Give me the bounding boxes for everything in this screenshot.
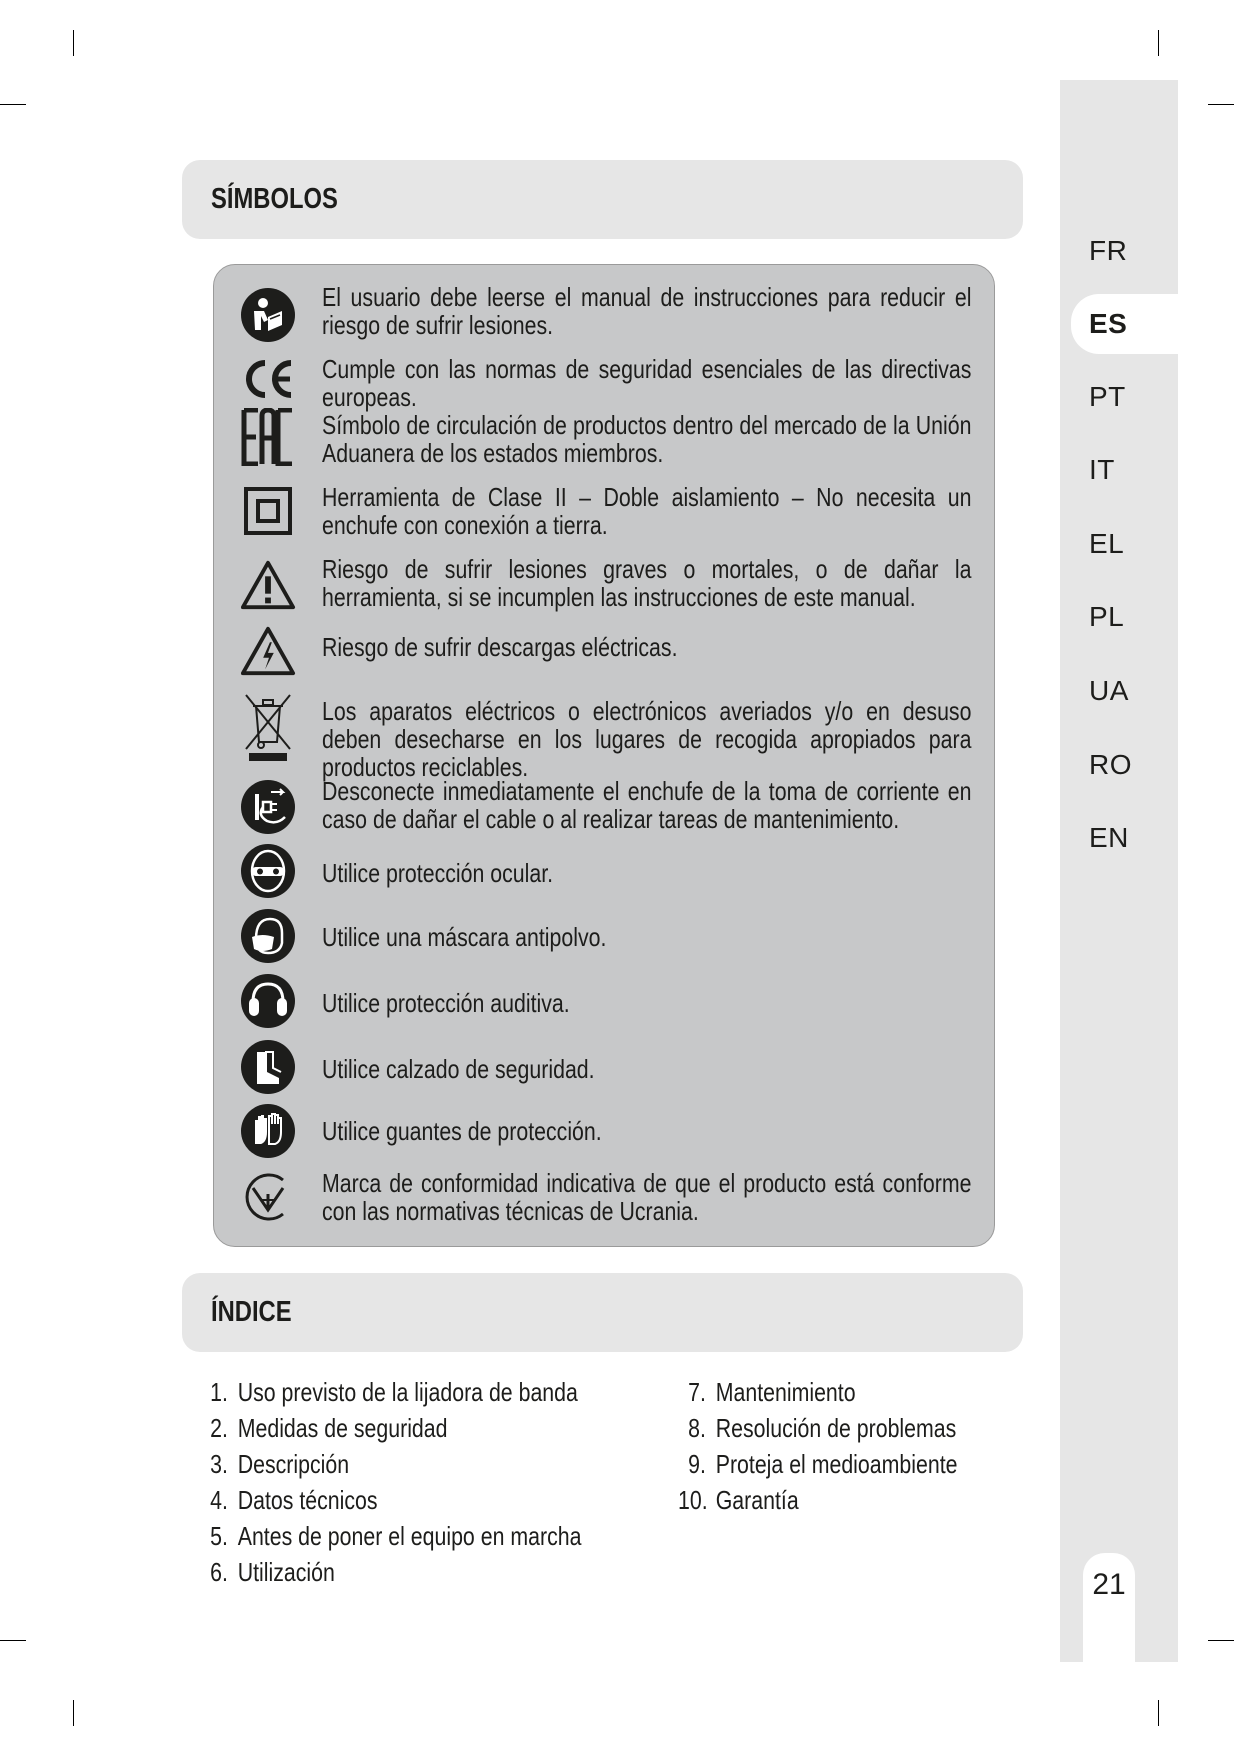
symbol-description: Marca de conformidad indicativa de que el producto está conforme con las normativas técnicas de Ucrania. bbox=[322, 1168, 972, 1226]
lang-tab-pl[interactable]: PL bbox=[1089, 601, 1125, 632]
crop-mark bbox=[1208, 104, 1234, 105]
dust-mask-icon bbox=[240, 908, 296, 964]
index-list-right bbox=[678, 1374, 1019, 1518]
lang-tab-it[interactable]: IT bbox=[1089, 454, 1115, 485]
eye-protection-icon bbox=[240, 843, 296, 899]
index-header bbox=[182, 1273, 1023, 1352]
symbols-header bbox=[182, 160, 1023, 239]
unplug-icon bbox=[240, 779, 296, 835]
crop-mark bbox=[73, 1700, 74, 1726]
symbol-description: Riesgo de sufrir descargas eléctricas. bbox=[322, 632, 678, 662]
symbol-description: Los aparatos eléctricos o electrónicos averiados y/o en desuso deben desecharse en los lugares de recogida apropiados para productos reciclables. bbox=[322, 696, 972, 782]
section-title: ÍNDICE bbox=[211, 1296, 292, 1328]
lang-tab-ro[interactable]: RO bbox=[1089, 749, 1132, 780]
symbol-description: Utilice una máscara antipolvo. bbox=[322, 922, 607, 952]
read-manual-icon bbox=[240, 287, 296, 343]
electric-shock-icon bbox=[240, 623, 296, 679]
symbol-description: Riesgo de sufrir lesiones graves o mortales, o de dañar la herramienta, si se incumplen las instrucciones de este manual. bbox=[322, 554, 972, 612]
index-item[interactable]: 1. Uso previsto de la lijadora de banda bbox=[210, 1377, 578, 1407]
symbol-description: Símbolo de circulación de productos dentro del mercado de la Unión Aduanera de los estados miembros. bbox=[322, 410, 972, 468]
index-item[interactable]: 6. Utilización bbox=[210, 1557, 335, 1587]
warning-icon bbox=[240, 557, 296, 613]
ear-protection-icon bbox=[240, 973, 296, 1029]
symbol-description: Utilice calzado de seguridad. bbox=[322, 1054, 595, 1084]
page-number: 21 bbox=[1083, 1553, 1135, 1665]
lang-tab-en[interactable]: EN bbox=[1089, 822, 1129, 853]
safety-boots-icon bbox=[240, 1039, 296, 1095]
lang-tab-fr[interactable]: FR bbox=[1089, 235, 1128, 266]
lang-tab-es[interactable]: ES bbox=[1071, 294, 1178, 354]
gloves-icon bbox=[240, 1103, 296, 1159]
weee-bin-icon bbox=[240, 691, 296, 763]
symbol-description: Cumple con las normas de seguridad esenciales de las directivas europeas. bbox=[322, 354, 972, 412]
index-item[interactable]: 3. Descripción bbox=[210, 1449, 350, 1479]
index-item[interactable]: 2. Medidas de seguridad bbox=[210, 1413, 448, 1443]
ukraine-conformity-icon bbox=[240, 1169, 296, 1225]
symbol-description: Utilice protección auditiva. bbox=[322, 988, 570, 1018]
lang-tab-ua[interactable]: UA bbox=[1089, 675, 1129, 706]
crop-mark bbox=[1158, 30, 1159, 56]
symbols-panel bbox=[213, 264, 995, 1247]
section-title: SÍMBOLOS bbox=[211, 183, 338, 215]
symbol-description: Utilice guantes de protección. bbox=[322, 1116, 602, 1146]
class-ii-icon bbox=[240, 483, 296, 539]
crop-mark bbox=[1208, 1640, 1234, 1641]
crop-mark bbox=[1158, 1700, 1159, 1726]
index-item[interactable]: 5. Antes de poner el equipo en marcha bbox=[210, 1521, 582, 1551]
crop-mark bbox=[73, 30, 74, 56]
ce-mark-icon bbox=[240, 351, 296, 407]
crop-mark bbox=[0, 1640, 26, 1641]
index-item[interactable]: 4. Datos técnicos bbox=[210, 1485, 378, 1515]
crop-mark bbox=[0, 104, 26, 105]
symbol-description: El usuario debe leerse el manual de instrucciones para reducir el riesgo de sufrir lesiones. bbox=[322, 282, 972, 340]
index-item[interactable]: 7. Mantenimiento bbox=[688, 1377, 856, 1407]
symbol-description: Desconecte inmediatamente el enchufe de la toma de corriente en caso de dañar el cable o al realizar tareas de mantenimiento. bbox=[322, 776, 972, 834]
index-item[interactable]: 9. Proteja el medioambiente bbox=[688, 1449, 958, 1479]
eac-mark-icon bbox=[240, 409, 296, 465]
index-item[interactable]: 8. Resolución de problemas bbox=[688, 1413, 957, 1443]
language-sidebar bbox=[1060, 80, 1178, 1662]
index-list-left bbox=[200, 1374, 665, 1590]
index-item[interactable]: 10. Garantía bbox=[678, 1485, 799, 1515]
symbol-description: Utilice protección ocular. bbox=[322, 858, 554, 888]
symbol-description: Herramienta de Clase II – Doble aislamiento – No necesita un enchufe con conexión a tierra. bbox=[322, 482, 972, 540]
lang-tab-el[interactable]: EL bbox=[1089, 528, 1125, 559]
lang-tab-pt[interactable]: PT bbox=[1089, 381, 1126, 412]
